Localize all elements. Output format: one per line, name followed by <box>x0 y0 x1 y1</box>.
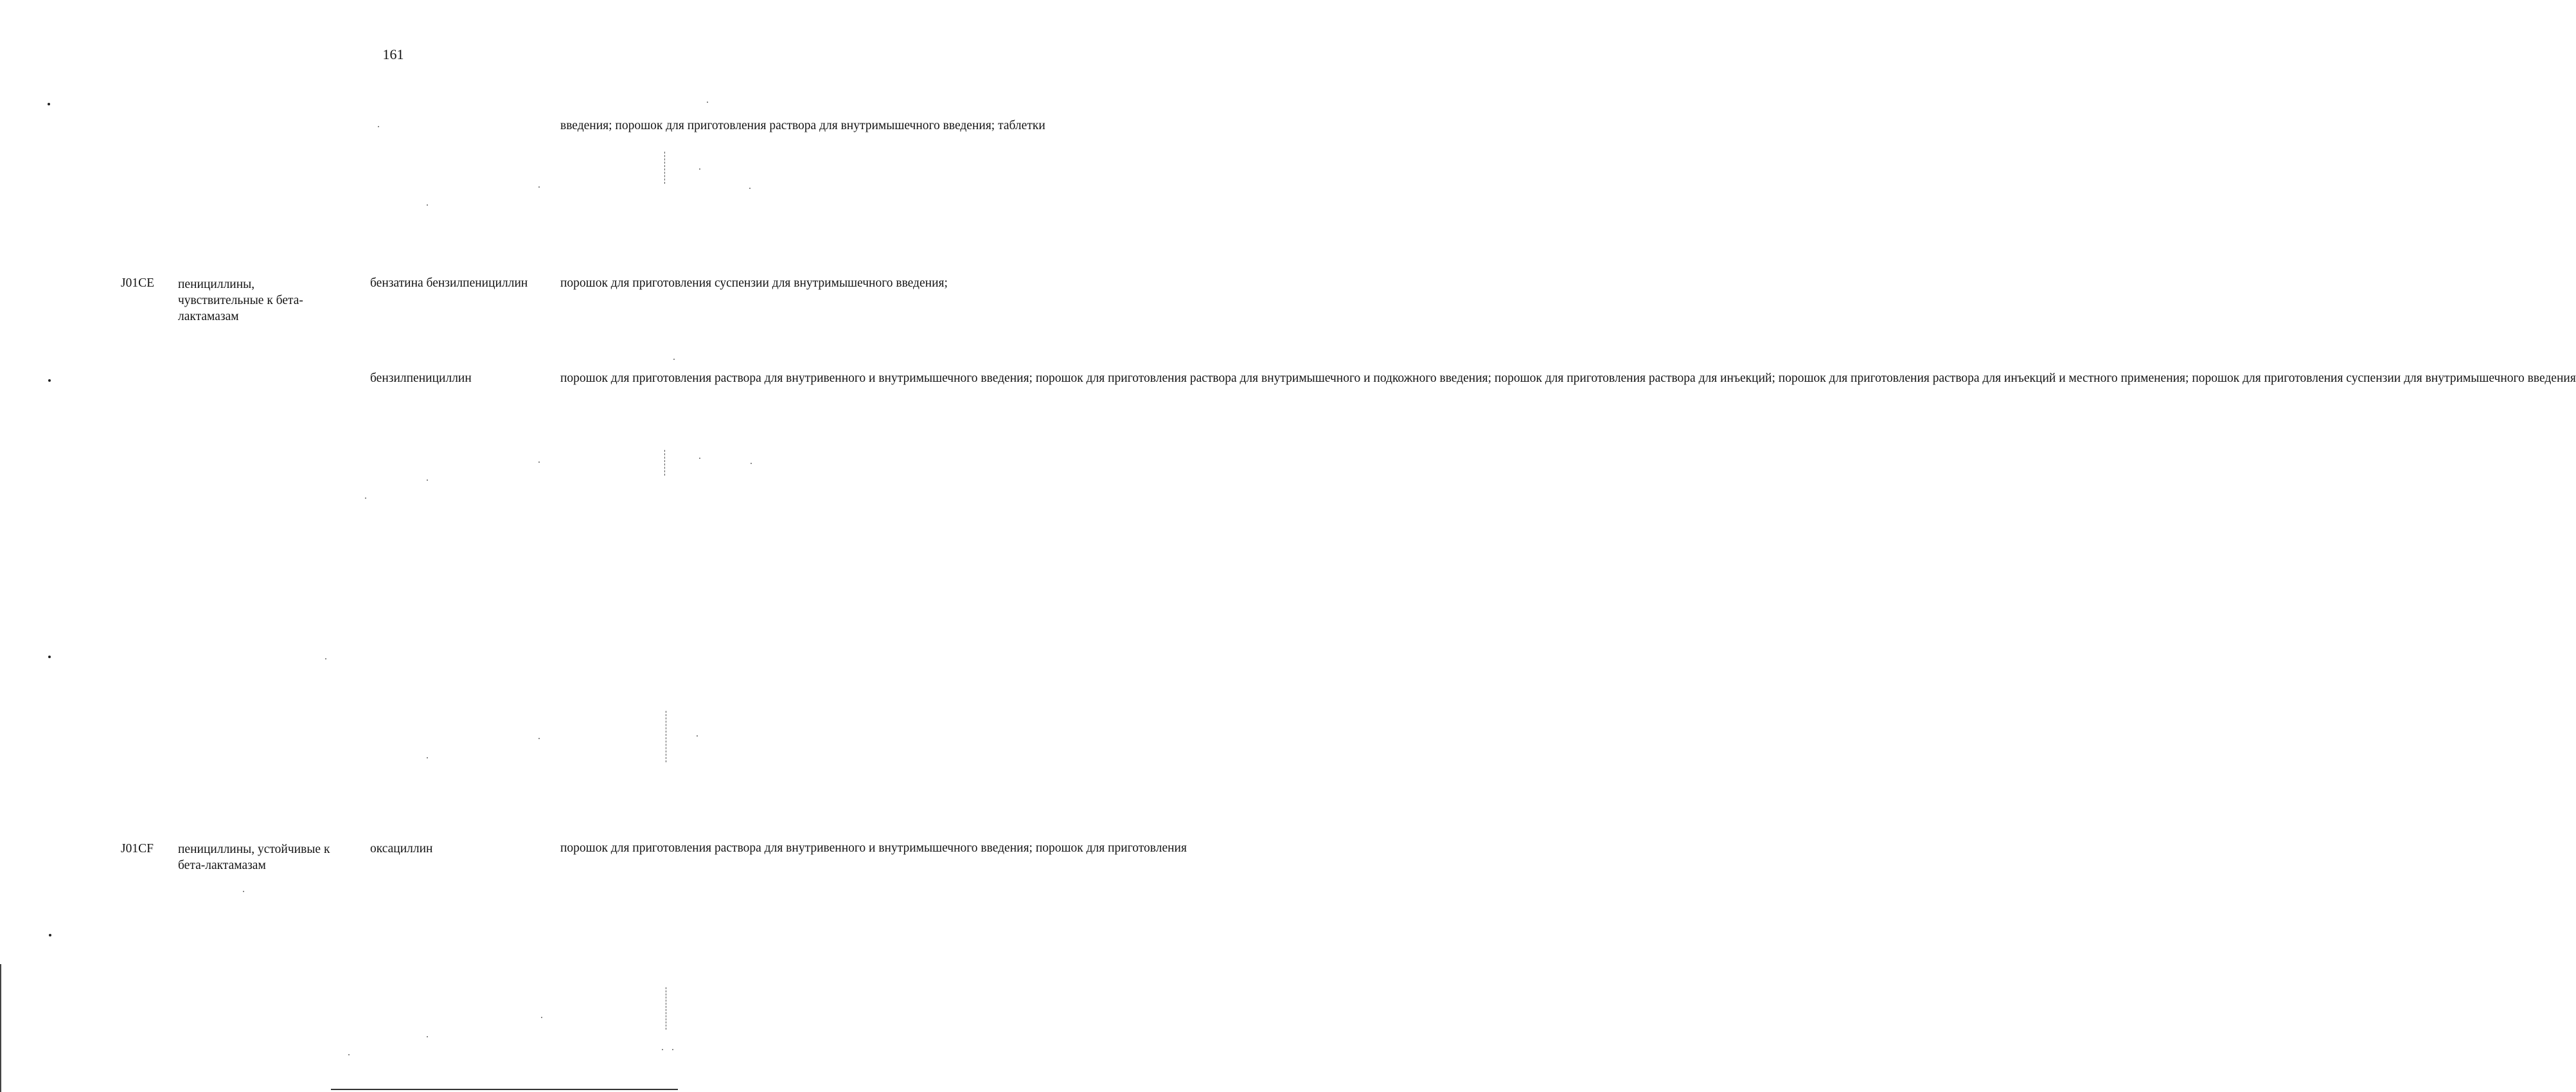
pharmacological-group: пенициллины, устойчивые к бета-лактамазам <box>178 843 330 873</box>
scan-speck <box>427 757 428 758</box>
scan-speck <box>348 1054 350 1055</box>
scan-speck <box>325 658 326 659</box>
atc-code: J01CF <box>121 842 154 855</box>
scan-speck <box>707 102 708 103</box>
scan-speck <box>673 359 675 360</box>
pharmacological-group: пенициллины, чувствительные к бета- лактамазам <box>178 278 303 324</box>
scan-speck <box>538 461 540 463</box>
scan-speck <box>751 463 752 464</box>
dosage-forms: порошок для приготовления раствора для внутривенного и внутримышечного введения; порошок для приготовления раствора для внутримышечного и подкожного введения; порошок для приготовления раствора для инъекций; порошок для приготовления раствора для инъекций и местного применения; порошок для приготовления суспензии для внутримышечного введения <box>560 371 2576 385</box>
scan-speck <box>427 479 428 481</box>
continuation-dosage-forms: введения; порошок для приготовления раствора для внутримышечного введения; таблетки <box>560 119 1045 132</box>
drug-name: бензилпенициллин <box>370 371 472 385</box>
scan-speck <box>749 188 751 189</box>
margin-dot <box>49 934 51 936</box>
scan-edge-bottom <box>331 1089 678 1090</box>
scan-speck <box>699 458 700 459</box>
atc-code: J01CE <box>121 276 155 290</box>
scan-speck <box>378 126 379 127</box>
scan-speck <box>427 204 428 206</box>
drug-name: оксациллин <box>370 842 433 855</box>
scan-speck <box>699 168 700 170</box>
scan-speck <box>243 891 244 892</box>
scan-dash-mark <box>664 152 665 184</box>
dosage-forms: порошок для приготовления суспензии для внутримышечного введения; <box>560 276 948 290</box>
drug-name: бензатина бензилпенициллин <box>370 276 528 290</box>
page-number: 161 <box>382 46 404 62</box>
dosage-forms: порошок для приготовления раствора для внутривенного и внутримышечного введения; порошок для приготовления <box>560 841 1187 855</box>
scan-speck <box>541 1017 542 1018</box>
scan-speck <box>538 186 540 188</box>
scan-speck <box>427 1036 428 1037</box>
scan-speck <box>365 497 366 499</box>
margin-dot <box>48 103 50 105</box>
scan-speck <box>672 1049 673 1050</box>
scan-speck <box>662 1049 663 1050</box>
scan-speck <box>538 738 540 739</box>
margin-dot <box>48 656 51 658</box>
margin-dot <box>48 379 51 382</box>
scan-speck <box>697 735 698 737</box>
scan-edge-left <box>0 964 1 1092</box>
scan-dash-mark <box>664 450 665 476</box>
